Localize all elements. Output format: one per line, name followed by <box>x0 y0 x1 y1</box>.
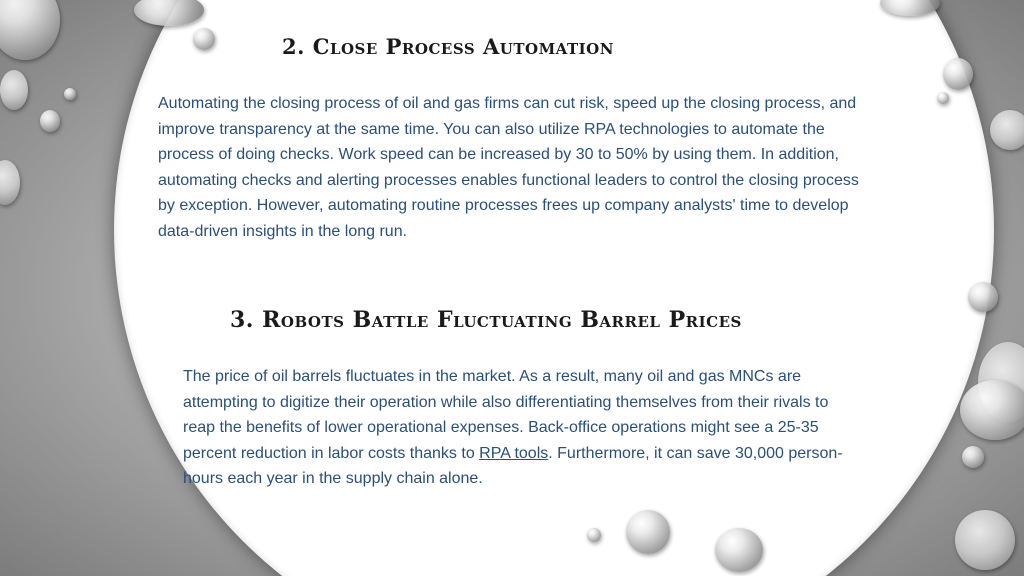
section-heading-close-process: 2. Close Process Automation <box>282 34 614 59</box>
water-drop-icon <box>587 528 601 542</box>
water-drop-icon <box>715 528 763 572</box>
section-paragraph-close-process: Automating the closing process of oil and gas firms can cut risk, speed up the closing process, and improve transparency at the same time. You can also utilize RPA technologies to automate the process of doing checks. Work speed can be increased by 30 to 50% by using them. In addition, automating checks and alerting processes enables functional leaders to control the closing process by exception. However, automating routine processes frees up company analysts' time to develop data-driven insights in the long run. <box>158 95 859 240</box>
water-drop-icon <box>64 88 76 100</box>
water-drop-icon <box>937 92 949 104</box>
water-drop-icon <box>40 110 60 132</box>
water-drop-icon <box>955 510 1015 570</box>
water-drop-icon <box>962 446 984 468</box>
section-paragraph-barrel-prices <box>183 364 843 492</box>
water-drop-icon <box>0 0 60 60</box>
paragraph-text-after-link: . Furthermore, it can save 30,000 person-hours each year in the supply chain alone. <box>183 444 843 487</box>
water-drop-icon <box>943 58 973 90</box>
water-drop-icon <box>990 110 1024 150</box>
water-drop-icon <box>960 380 1024 440</box>
rpa-tools-link[interactable]: RPA tools <box>479 444 549 462</box>
paragraph-text-before-link: The price of oil barrels fluctuates in the market. As a result, many oil and gas MNCs are attempting to digitize their operation while also differentiating themselves from their rivals to reap the benefits of lower operational expenses. Back-office operations might see a 25-35 percent reduction in labor costs thanks to <box>183 368 829 462</box>
water-drop-icon <box>626 510 670 554</box>
water-drop-icon <box>0 160 20 205</box>
water-drop-icon <box>193 28 215 50</box>
section-heading-barrel-prices: 3. Robots Battle Fluctuating Barrel Prices <box>230 307 742 333</box>
water-drop-icon <box>968 282 998 312</box>
water-drop-icon <box>0 70 28 110</box>
